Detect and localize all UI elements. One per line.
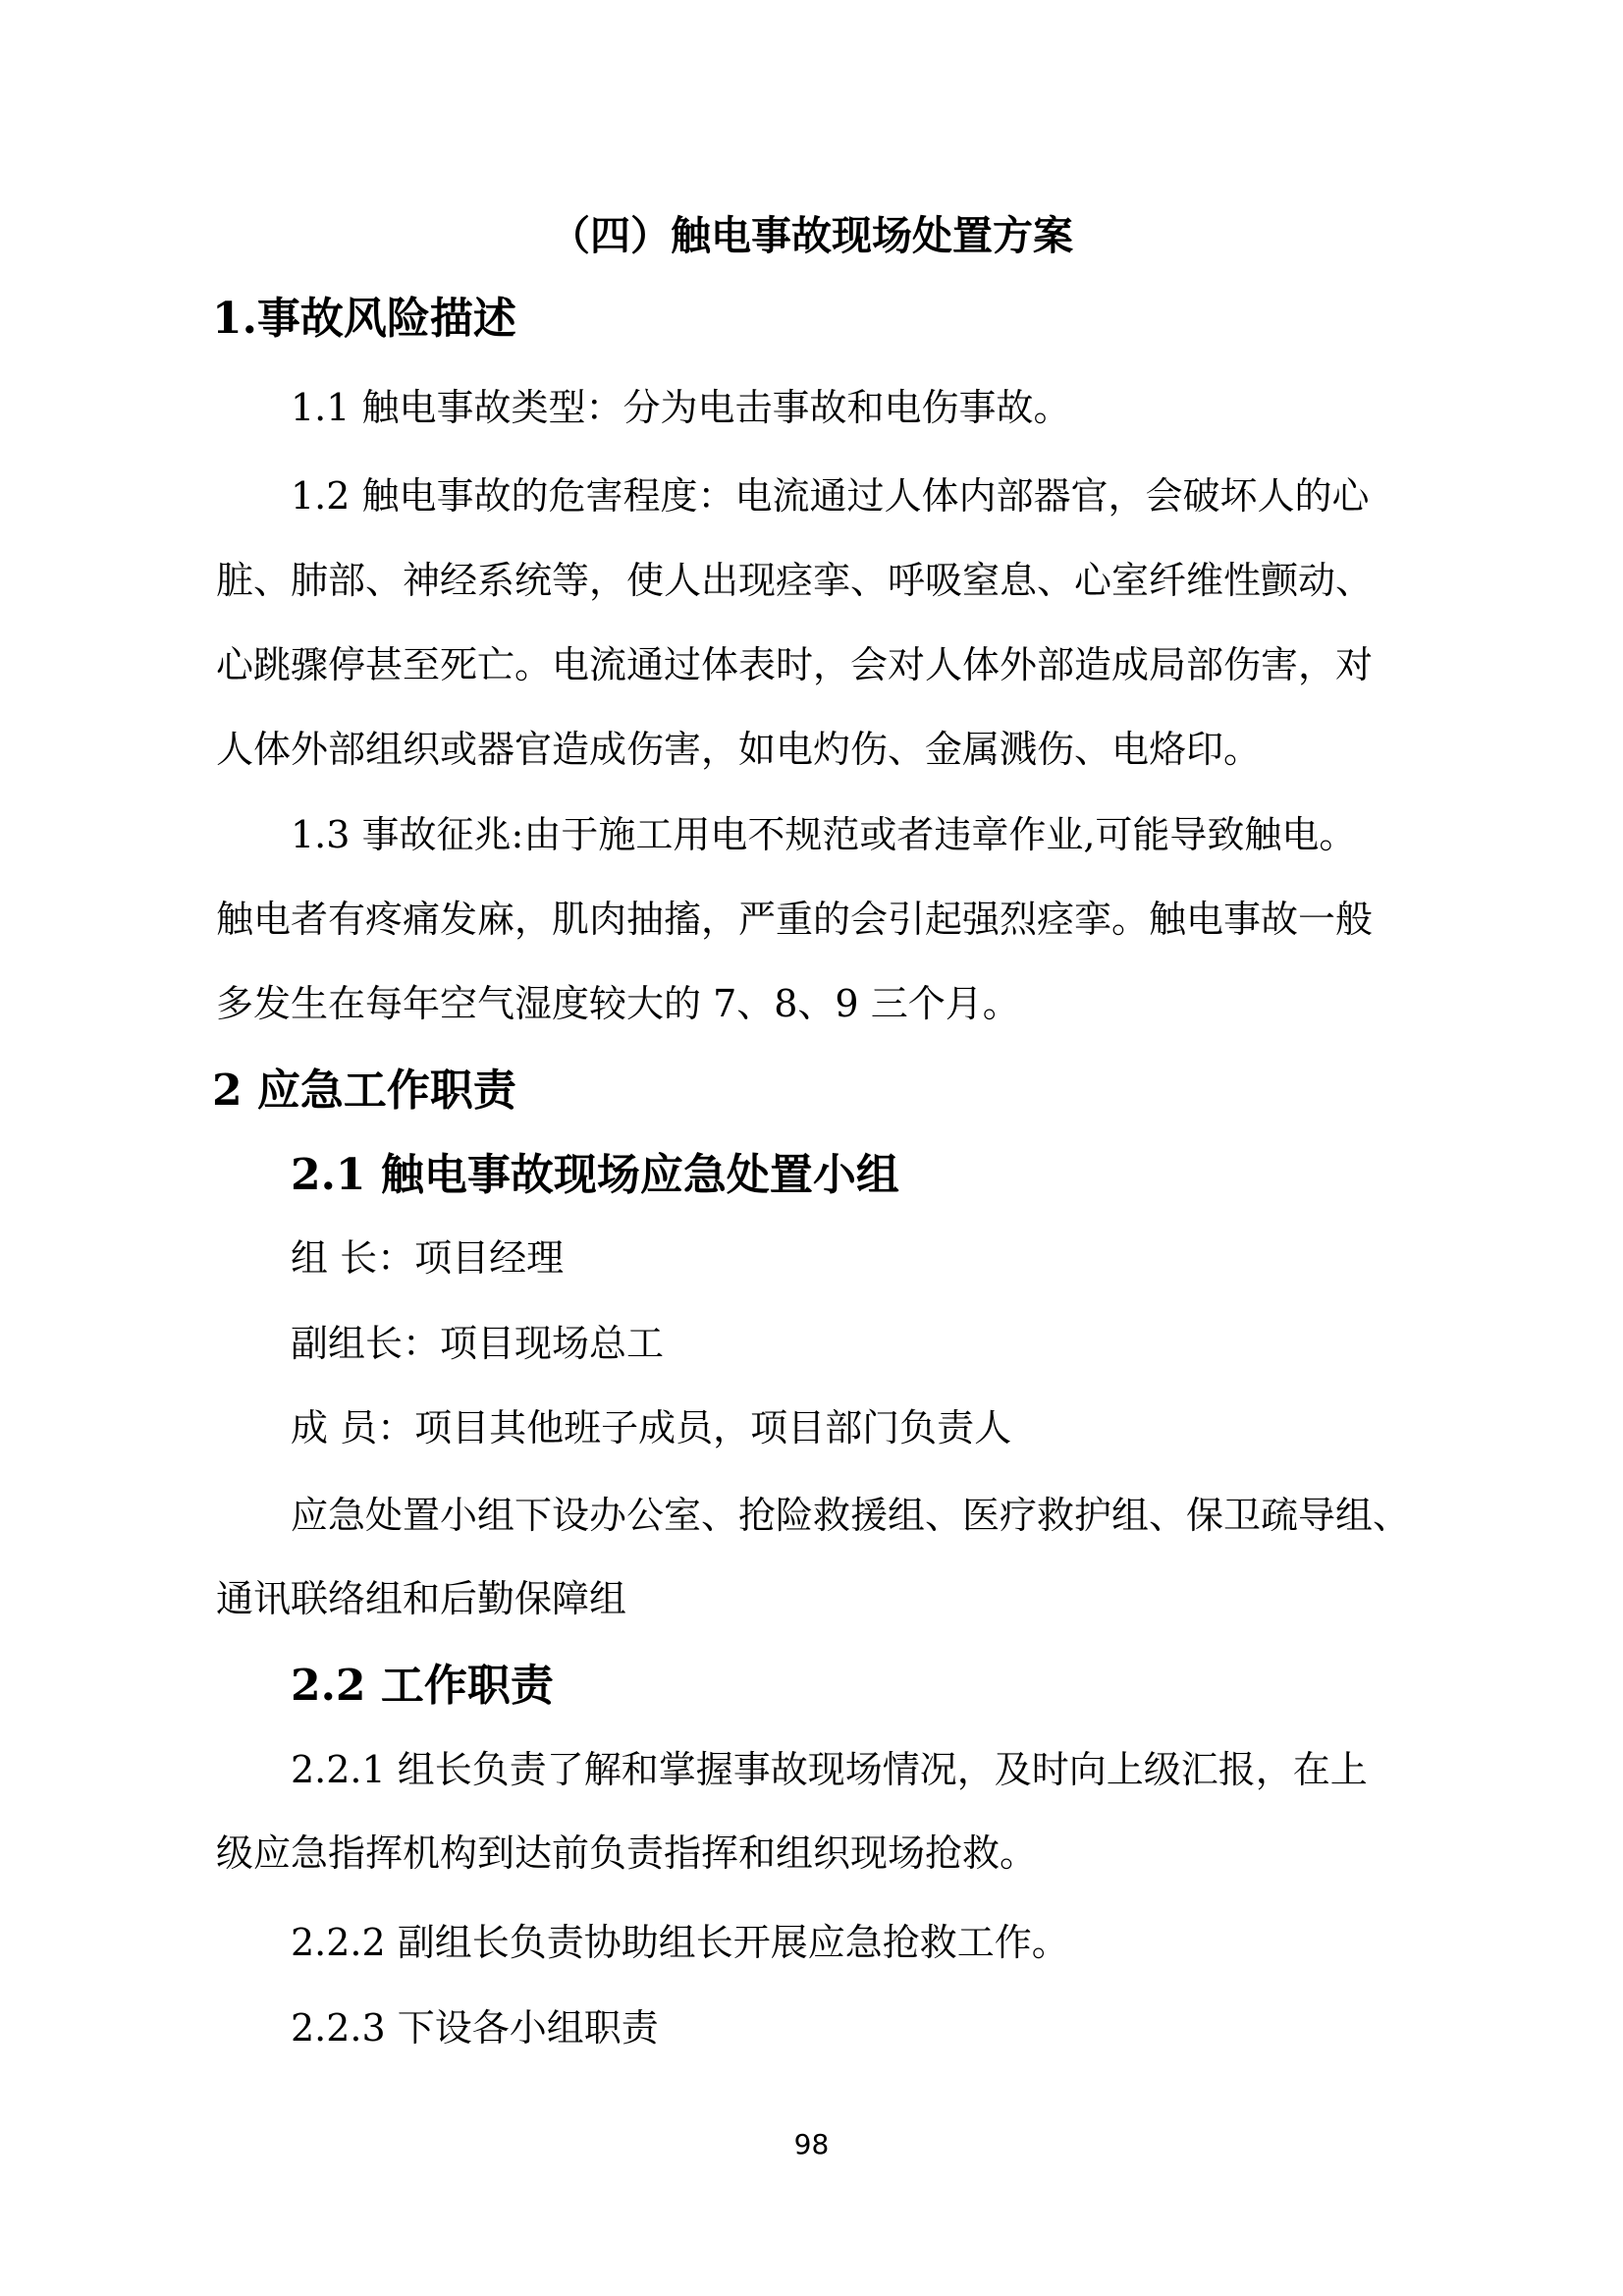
body-line: 1.2 触电事故的危害程度：电流通过人体内部器官，会破坏人的心: [291, 474, 1370, 518]
body-line: 2.2.1 组长负责了解和掌握事故现场情况，及时向上级汇报，在上: [291, 1748, 1368, 1791]
body-line: 1.1 触电事故类型：分为电击事故和电伤事故。: [291, 386, 1071, 429]
body-line: 人体外部组织或器官造成伤害，如电灼伤、金属溅伤、电烙印。: [216, 728, 1262, 771]
page-number: 98: [793, 2128, 830, 2160]
body-line: 2.2.2 副组长负责协助组长开展应急抢救工作。: [291, 1921, 1069, 1964]
body-line: 脏、肺部、神经系统等，使人出现痉挛、呼吸窒息、心室纤维性颤动、: [216, 559, 1374, 602]
doc-title: （四）触电事故现场处置方案: [550, 212, 1073, 259]
section-heading-2-1: 2.1 触电事故现场应急处置小组: [291, 1150, 899, 1200]
body-line: 2.2.3 下设各小组职责: [291, 2006, 659, 2050]
body-line: 心跳骤停甚至死亡。电流通过体表时，会对人体外部造成局部伤害，对: [216, 643, 1374, 686]
body-line: 1.3 事故征兆:由于施工用电不规范或者违章作业,可能导致触电。: [291, 813, 1357, 856]
body-line-members: 成 员：项目其他班子成员，项目部门负责人: [291, 1406, 1012, 1449]
body-line: 通讯联络组和后勤保障组: [216, 1577, 627, 1620]
section-heading-2: 2 应急工作职责: [212, 1066, 516, 1116]
body-line: 多发生在每年空气湿度较大的 7、8、9 三个月。: [216, 982, 1020, 1025]
body-line-group-leader: 组 长：项目经理: [291, 1236, 565, 1280]
body-line: 触电者有疼痛发麻，肌肉抽搐，严重的会引起强烈痉挛。触电事故一般: [216, 898, 1374, 941]
body-line: 应急处置小组下设办公室、抢险救援组、医疗救护组、保卫疏导组、: [291, 1494, 1411, 1537]
section-heading-1: 1.事故风险描述: [212, 294, 516, 344]
body-line: 级应急指挥机构到达前负责指挥和组织现场抢救。: [216, 1831, 1038, 1875]
section-heading-2-2: 2.2 工作职责: [291, 1661, 554, 1711]
body-line-deputy-leader: 副组长：项目现场总工: [291, 1322, 665, 1365]
